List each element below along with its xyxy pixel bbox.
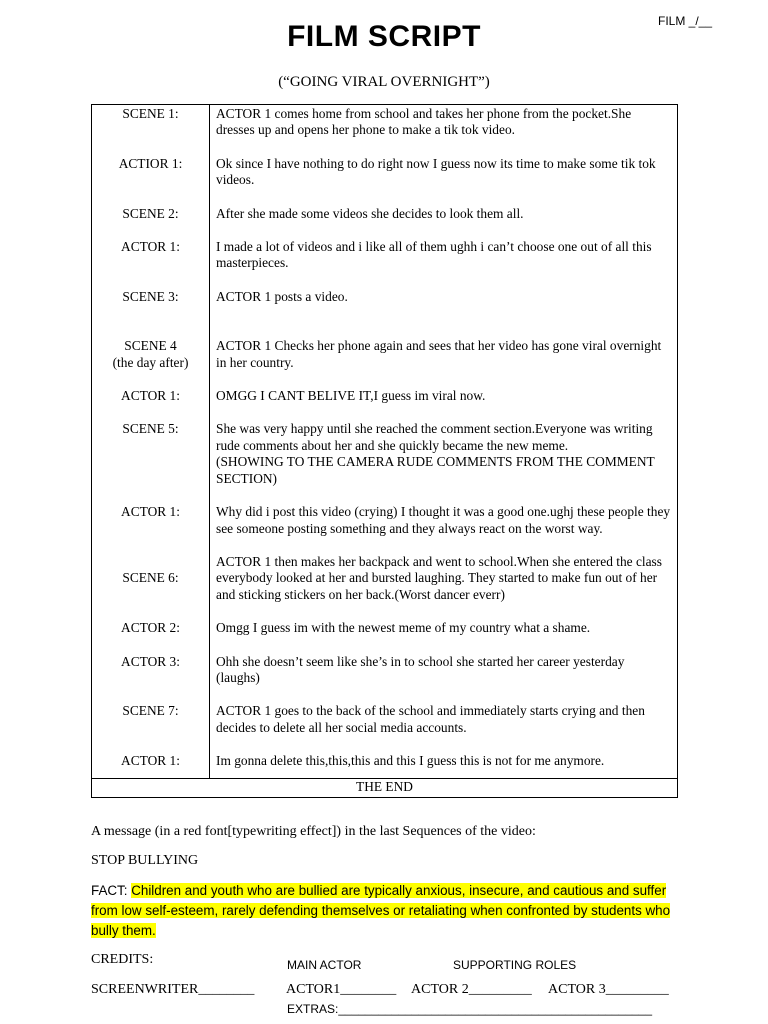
- script-row-label: ACTOR 1:: [92, 504, 210, 554]
- script-row: [92, 421, 678, 504]
- script-row-label: ACTIOR 1:: [92, 156, 210, 206]
- script-row-label: SCENE 1:: [92, 105, 210, 156]
- script-row-text: ACTOR 1 Checks her phone again and sees that her video has gone viral overnight in her country.: [210, 338, 678, 388]
- the-end-label: THE END: [92, 778, 678, 797]
- fact-paragraph: [91, 881, 671, 941]
- script-row-text: I made a lot of videos and i like all of them ughh i can’t choose one out of all this masterpieces.: [210, 239, 678, 289]
- script-row-text: Why did i post this video (crying) I thought it was a good one.ughj these people they see someone posting something and they always react on the worst way.: [210, 504, 678, 554]
- script-row-label: ACTOR 2:: [92, 620, 210, 653]
- script-row: [92, 156, 678, 206]
- script-table: [91, 104, 678, 798]
- script-row-text: ACTOR 1 comes home from school and takes her phone from the pocket.She dresses up and opens her phone to make a tik tok video.: [210, 105, 678, 156]
- script-row-label: SCENE 3:: [92, 289, 210, 338]
- actor3-line: ACTOR 3_________: [548, 982, 669, 997]
- script-row-text: ACTOR 1 then makes her backpack and went to school.When she entered the class everybody looked at her and bursted laughing. They started to make fun out of her and sticking stickers on her back.(Worst dancer everr): [210, 554, 678, 620]
- script-row-label: SCENE 4 (the day after): [92, 338, 210, 388]
- script-subtitle: (“GOING VIRAL OVERNIGHT”): [278, 74, 490, 90]
- script-row: [92, 239, 678, 289]
- script-row-text: Ohh she doesn’t seem like she’s in to school she started her career yesterday (laughs): [210, 654, 678, 704]
- fact-label: FACT:: [91, 883, 128, 898]
- script-row-label: ACTOR 1:: [92, 388, 210, 421]
- page-title: FILM SCRIPT: [287, 20, 481, 53]
- script-row-label: SCENE 2:: [92, 206, 210, 239]
- screenwriter-line: SCREENWRITER________: [91, 982, 255, 997]
- script-row-label: ACTOR 3:: [92, 654, 210, 704]
- script-end-row: [92, 778, 678, 797]
- script-row: [92, 206, 678, 239]
- script-row-text: She was very happy until she reached the comment section.Everyone was writing rude comments about her and she quickly became the new meme. (SHOWING TO THE CAMERA RUDE COMMENTS FROM THE COMMENT SECTION): [210, 421, 678, 504]
- main-actor-heading: MAIN ACTOR: [287, 958, 362, 972]
- credits-label: CREDITS:: [91, 952, 154, 967]
- script-row-label: SCENE 7:: [92, 703, 210, 753]
- script-row: [92, 753, 678, 778]
- script-row-text: Ok since I have nothing to do right now I guess now its time to make some tik tok videos.: [210, 156, 678, 206]
- script-row-label: SCENE 6:: [92, 554, 210, 620]
- script-row-text: After she made some videos she decides to look them all.: [210, 206, 678, 239]
- script-row: [92, 388, 678, 421]
- script-row: [92, 338, 678, 388]
- stop-bullying-text: STOP BULLYING: [91, 853, 199, 868]
- script-row-text: Omgg I guess im with the newest meme of my country what a shame.: [210, 620, 678, 653]
- script-row-text: OMGG I CANT BELIVE IT,I guess im viral now.: [210, 388, 678, 421]
- script-row-label: SCENE 5:: [92, 421, 210, 504]
- message-note: A message (in a red font[typewriting effect]) in the last Sequences of the video:: [91, 824, 536, 839]
- supporting-roles-heading: SUPPORTING ROLES: [453, 958, 577, 972]
- script-row-text: Im gonna delete this,this,this and this I guess this is not for me anymore.: [210, 753, 678, 778]
- fact-highlighted-text: Children and youth who are bullied are typically anxious, insecure, and cautious and suffer from low self-esteem, rarely defending themselves or retaliating when confronted by students who bully them.: [91, 883, 671, 938]
- script-row-label: ACTOR 1:: [92, 753, 210, 778]
- script-row: [92, 654, 678, 704]
- actor1-line: ACTOR1________: [286, 982, 397, 997]
- actor2-line: ACTOR 2_________: [411, 982, 532, 997]
- script-row: [92, 620, 678, 653]
- script-row: [92, 105, 678, 156]
- script-row: [92, 703, 678, 753]
- script-row: [92, 504, 678, 554]
- script-row: [92, 554, 678, 620]
- script-row-text: ACTOR 1 posts a video.: [210, 289, 678, 338]
- extras-line: EXTRAS:_______________________________________________: [287, 1002, 653, 1016]
- script-row: [92, 289, 678, 338]
- script-row-text: ACTOR 1 goes to the back of the school and immediately starts crying and then decides to delete all her social media accounts.: [210, 703, 678, 753]
- script-row-label: ACTOR 1:: [92, 239, 210, 289]
- film-number-label: FILM _/__: [658, 14, 713, 28]
